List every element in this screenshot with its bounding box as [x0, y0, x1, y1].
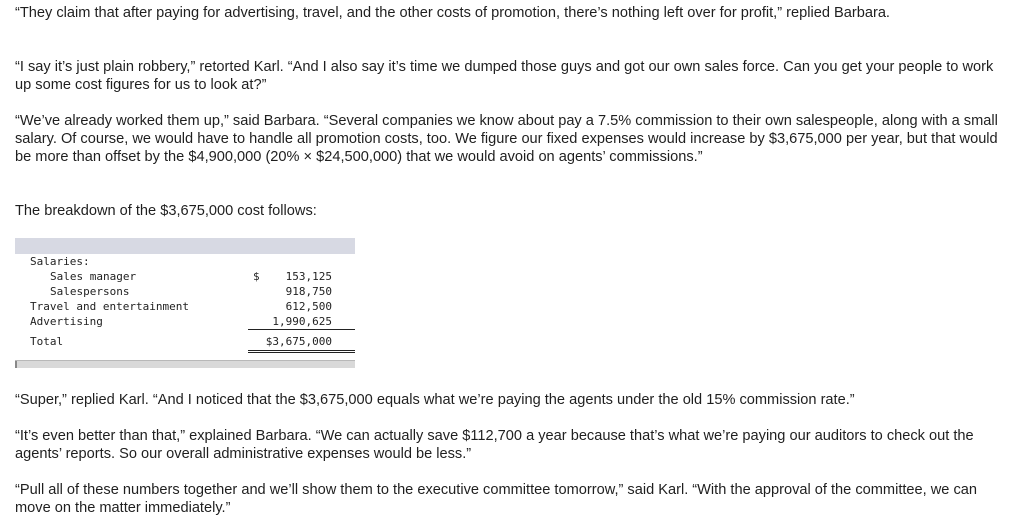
- paragraph-karl-super: “Super,” replied Karl. “And I noticed that the $3,675,000 equals what we’re paying the agents under the old 15% commission rate.”: [15, 392, 855, 408]
- paragraph-karl-pull-together: “Pull all of these numbers together and we’ll show them to the executive committee tomorrow,” said Karl. “With the approval of the committee, we can move on the matter immediately.”: [15, 482, 978, 516]
- paragraph-barbara-claim: “They claim that after paying for advertising, travel, and the other costs of promotion, there’s nothing left over for profit,” replied Barbara.: [15, 5, 890, 21]
- row-value: 918,750: [285, 285, 332, 298]
- row-value: 153,125: [285, 270, 332, 283]
- table-row-advertising: [15, 314, 355, 329]
- table-row-salaries-heading: [15, 254, 355, 269]
- row-label: Advertising: [30, 315, 103, 328]
- paragraph-breakdown-intro: The breakdown of the $3,675,000 cost follows:: [15, 203, 317, 219]
- dollar-sign: $: [253, 270, 260, 283]
- row-label: Sales manager: [50, 270, 137, 283]
- table-row-total: [15, 334, 355, 349]
- paragraph-karl-robbery: “I say it’s just plain robbery,” retorted Karl. “And I also say it’s time we dumped those guys and got our own sales force. Can you get your people to work up some cost figures for us to look at?”: [15, 59, 994, 93]
- row-label: Salespersons: [50, 285, 130, 298]
- row-value: 612,500: [285, 300, 332, 313]
- row-value: 1,990,625: [272, 315, 332, 328]
- total-double-rule: [248, 350, 355, 353]
- cost-breakdown-table: [15, 238, 355, 368]
- row-value: $3,675,000: [265, 335, 332, 348]
- table-row-salespersons: [15, 284, 355, 299]
- subtotal-rule: [248, 329, 355, 330]
- table-row-travel: [15, 299, 355, 314]
- paragraph-barbara-worked-up: “We’ve already worked them up,” said Barbara. “Several companies we know about pay a 7.5% commission to their own salespeople, along with a small salary. Of course, we would have to handle all promotion costs, too. We figure our fixed expenses would increase by $3,675,000 per year, but that would be more than offset by the $4,900,000 (20% × $24,500,000) that we would avoid on agents’ commissions.”: [15, 113, 998, 165]
- row-label: Total: [30, 335, 64, 348]
- row-label: Travel and entertainment: [30, 300, 189, 313]
- table-row-sales-manager: [15, 269, 355, 284]
- table-header-bar: [15, 238, 355, 254]
- paragraph-barbara-better: “It’s even better than that,” explained Barbara. “We can actually save $112,700 a year because that’s what we’re paying our auditors to check out the agents’ reports. So our overall administrative expenses would be less.”: [15, 428, 974, 462]
- row-label: Salaries:: [30, 255, 90, 268]
- table-bottom-bar: [15, 360, 355, 368]
